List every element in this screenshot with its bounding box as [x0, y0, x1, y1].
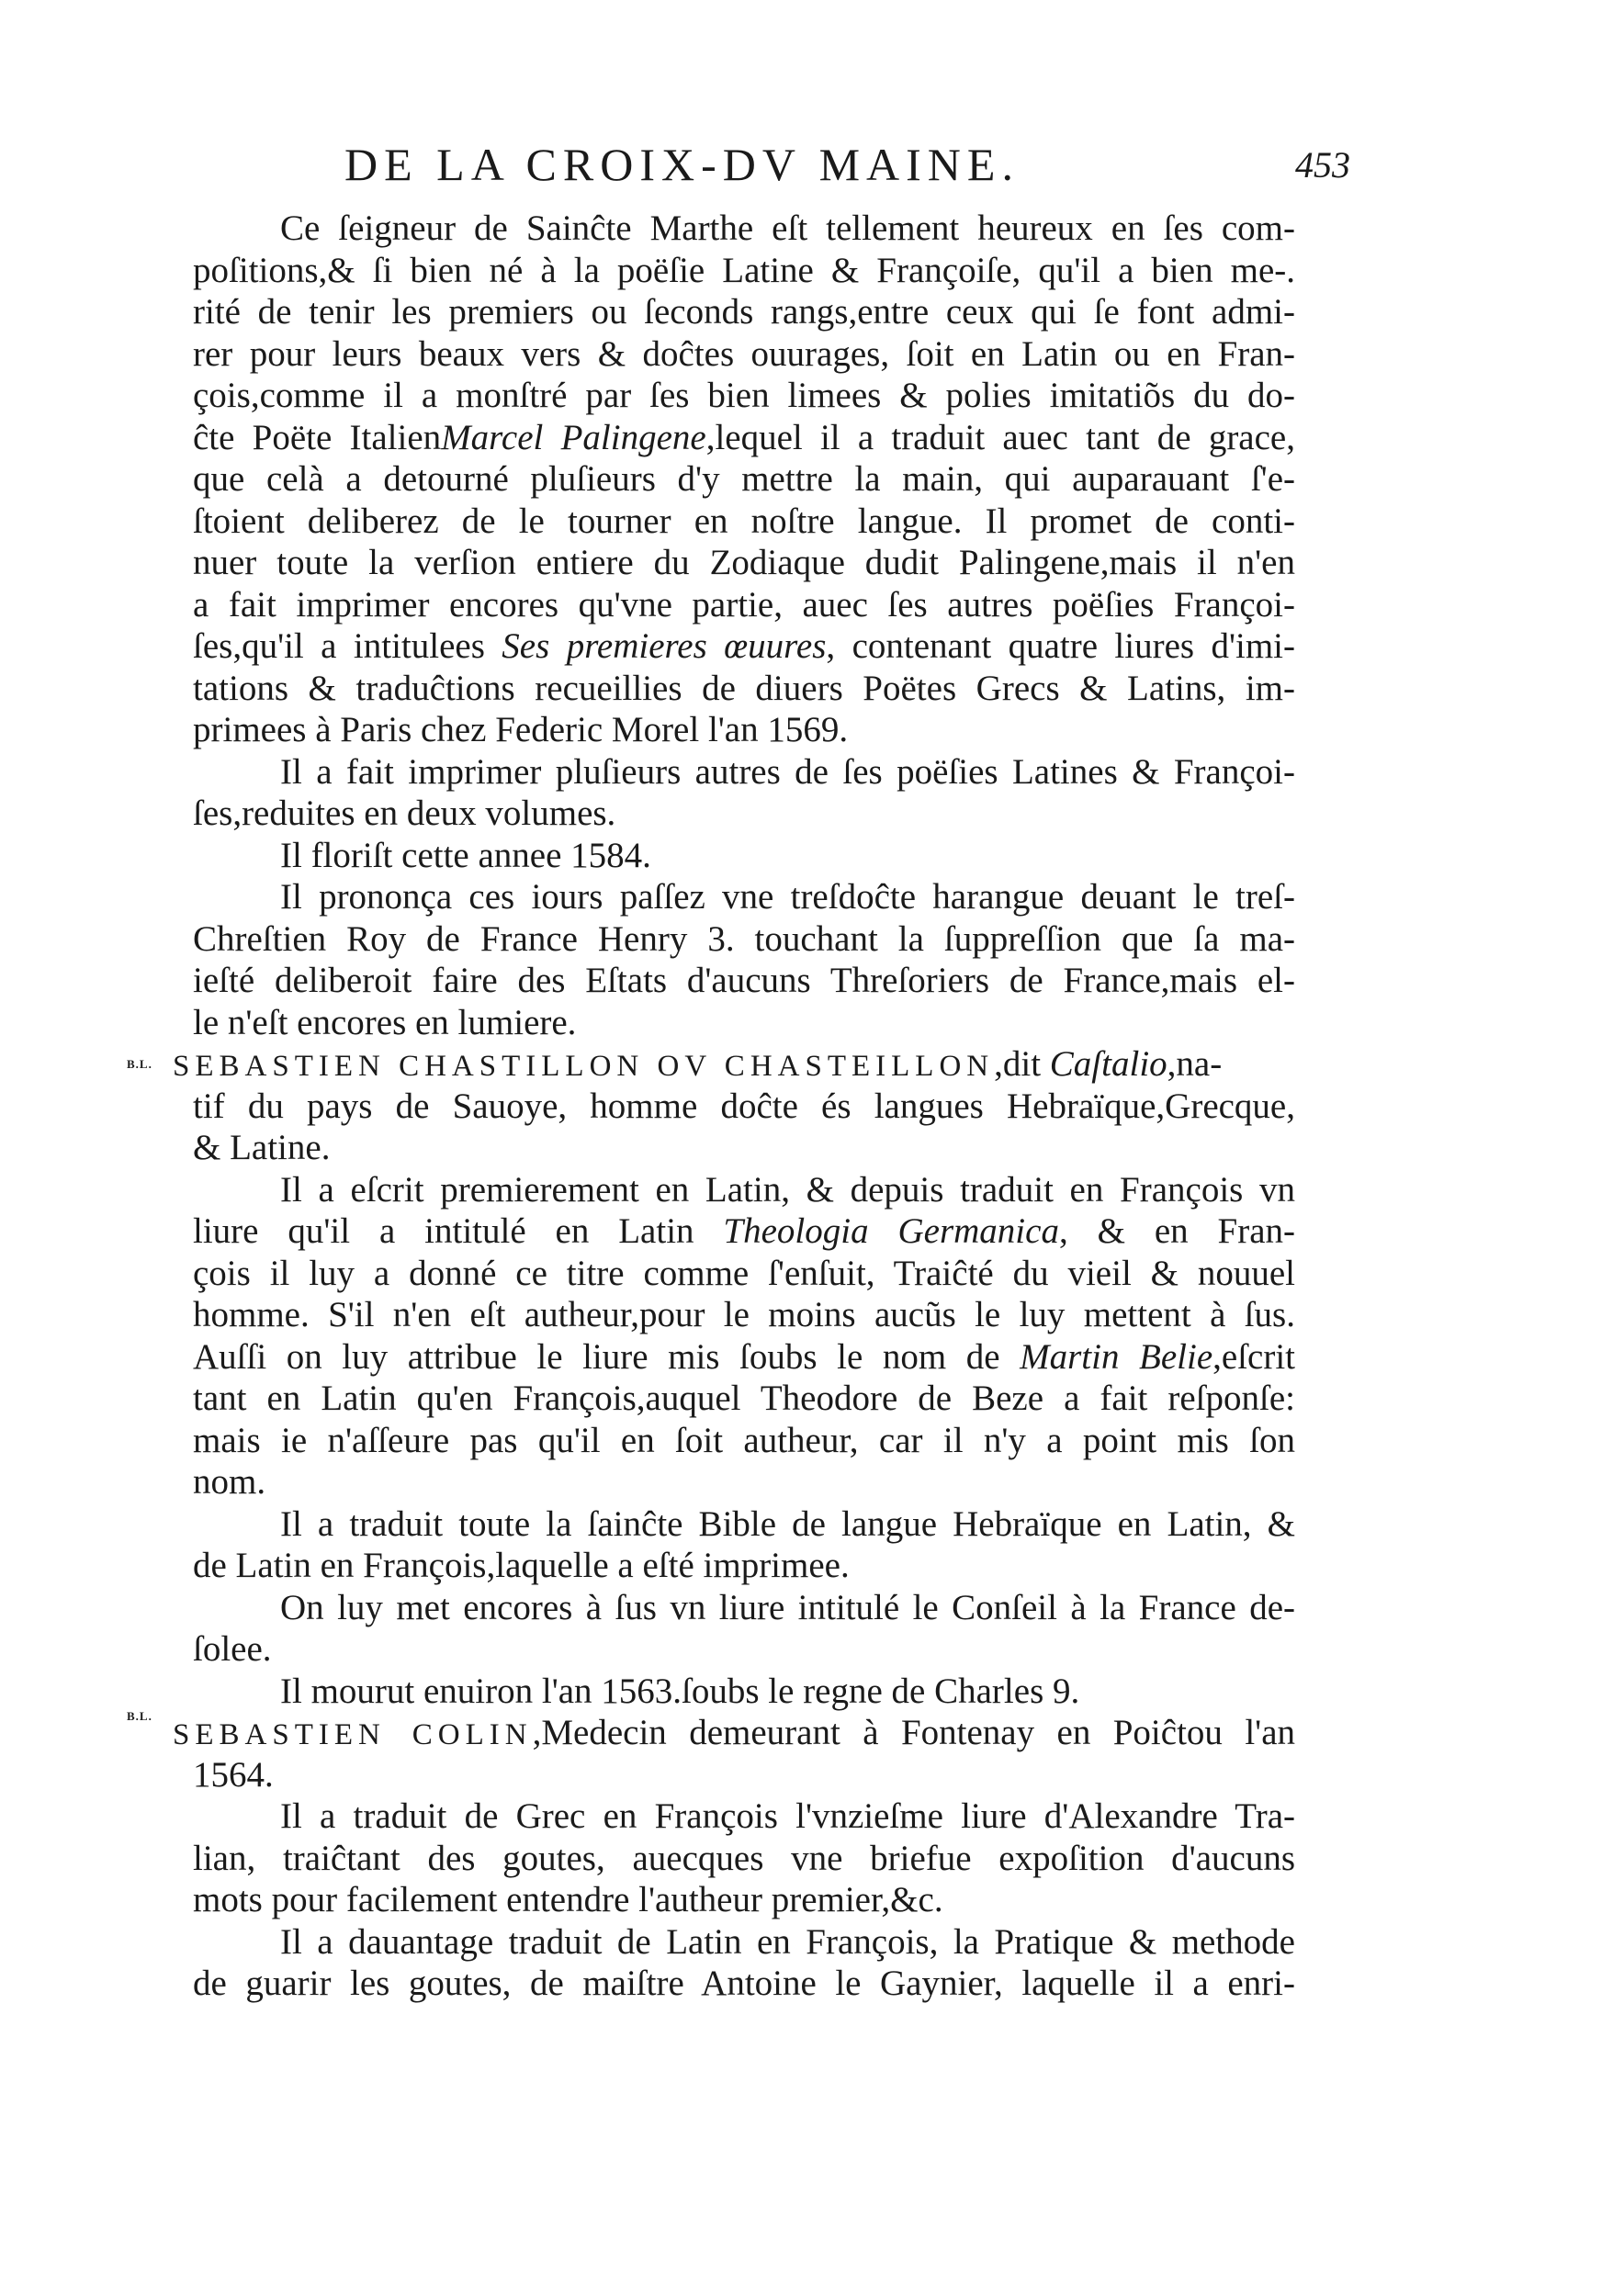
text-line: Il floriſt cette annee 1584.	[280, 835, 651, 875]
text-line: Ce ſeigneur de Sainĉte Marthe eſt tellement heureux en ſes com-	[280, 208, 1295, 248]
page-number: 453	[1295, 144, 1350, 186]
text-line	[193, 625, 1295, 668]
text-line: ſtoient deliberez de le tourner en noſtre langue. Il promet de conti-	[193, 501, 1295, 541]
text-line: Il a eſcrit premierement en Latin, & depuis traduit en François vn	[280, 1169, 1295, 1210]
text-line: Il prononça ces iours paſſez vne treſdoĉte harangue deuant le treſ-	[280, 877, 1295, 917]
text-line: homme. S'il n'en eſt autheur,pour le moins aucũs le luy mettent à ſus.	[193, 1295, 1295, 1334]
text-line: çois,comme il a monſtré par ſes bien limees & polies imitatiõs du do-	[193, 376, 1295, 415]
text-line: poſitions,& ſi bien né à la poëſie Latine & Françoiſe, qu'il a bien me-.	[193, 250, 1295, 290]
entry-heading-colin	[127, 1709, 1296, 1754]
text-span: liure qu'il a intitulé en Latin	[193, 1211, 694, 1251]
text-line: primees à Paris chez Federic Morel l'an 1569.	[193, 710, 849, 749]
text-line: Il a traduit de Grec en François l'vnzieſme liure d'Alexandre Tra-	[280, 1796, 1295, 1836]
marginal-note: B.L.	[127, 1709, 152, 1723]
author-name: SEBASTIEN COLIN	[173, 1718, 533, 1751]
marginal-note: B.L.	[127, 1057, 152, 1071]
text-line	[193, 1336, 1295, 1379]
italic-name: Martin Belie	[1020, 1336, 1213, 1377]
text-span: , contenant quatre liures d'imi-	[826, 626, 1295, 666]
italic-name: Caſtalio	[1049, 1044, 1167, 1084]
running-head: DE LA CROIX-DV MAINE.	[344, 139, 1020, 190]
text-line: lian, traiĉtant des goutes, auecques vne briefue expoſition d'aucuns	[193, 1838, 1295, 1878]
text-line: mais ie n'aſſeure pas qu'il en ſoit autheur, car il n'y a point mis ſon	[193, 1420, 1295, 1460]
text-line: de Latin en François,laquelle a eſté imprimee.	[193, 1546, 850, 1585]
text-line: a fait imprimer encores qu'vne partie, auec ſes autres poëſies Françoi-	[193, 584, 1295, 625]
page-header	[331, 138, 1350, 202]
text-span: Auſſi on luy attribue le liure mis ſoubs le nom de	[193, 1336, 1000, 1377]
text-line: Chreſtien Roy de France Henry 3. touchant la ſuppreſſion que ſa ma-	[193, 918, 1295, 959]
text-line: nuer toute la verſion entiere du Zodiaque dudit Palingene,mais il n'en	[193, 543, 1295, 582]
text-span: ĉte Poëte Italien	[193, 417, 442, 457]
text-line: ſes,reduites en deux volumes.	[193, 793, 616, 833]
text-line: Il a dauantage traduit de Latin en François, la Pratique & methode	[280, 1921, 1295, 1962]
entry-heading-chastillon	[127, 1043, 1295, 1086]
text-line	[193, 1210, 1295, 1253]
text-line: çois il luy a donné ce titre comme ſ'enſuit, Traiĉté du vieil & nouuel	[193, 1253, 1295, 1293]
text-line: nom.	[193, 1462, 266, 1502]
italic-title: Theologia Germanica	[723, 1211, 1059, 1251]
text-span: ,na-	[1167, 1044, 1223, 1084]
text-span: ,dit	[994, 1044, 1042, 1084]
text-line: 1564.	[193, 1754, 274, 1795]
text-line: de guarir les goutes, de maiſtre Antoine le Gaynier, laquelle il a enri-	[193, 1964, 1295, 2003]
body-text	[127, 208, 1296, 2005]
text-line: tant en Latin qu'en François,auquel Theodore de Beze a fait reſponſe:	[193, 1379, 1295, 1418]
text-line: ſolee.	[193, 1629, 272, 1669]
text-line: rer pour leurs beaux vers & doĉtes ouurages, ſoit en Latin ou en Fran-	[193, 333, 1295, 374]
text-line: que celà a detourné pluſieurs d'y mettre la main, qui auparauant ſ'e-	[193, 459, 1295, 499]
text-line: mots pour facilement entendre l'autheur premier,&c.	[193, 1880, 943, 1919]
text-line: tif du pays de Sauoye, homme doĉte és langues Hebraïque,Grecque,	[193, 1086, 1295, 1126]
text-span: , & en Fran-	[1058, 1211, 1295, 1251]
text-line: & Latine.	[193, 1128, 331, 1167]
text-span: ,eſcrit	[1212, 1336, 1296, 1377]
italic-title: Ses premieres œuures	[502, 626, 827, 666]
text-line: tations & traduĉtions recueillies de diuers Poëtes Grecs & Latins, im-	[193, 668, 1295, 708]
italic-title: Marcel Palingene	[441, 417, 706, 457]
text-span: ,lequel il a traduit auec tant de grace,	[705, 417, 1295, 457]
text-line: Il a traduit toute la ſainĉte Bible de langue Hebraïque en Latin, &	[280, 1503, 1295, 1544]
text-span: ,Medecin demeurant à Fontenay en Poiĉtou l'an	[532, 1713, 1296, 1752]
text-line: Il a fait imprimer pluſieurs autres de ſes poëſies Latines & Françoi-	[280, 751, 1295, 792]
text-line: Il mourut enuiron l'an 1563.ſoubs le regne de Charles 9.	[280, 1671, 1080, 1711]
text-line: le n'eſt encores en lumiere.	[193, 1002, 577, 1042]
text-span: ſes,qu'il a intitulees	[193, 626, 485, 666]
text-line: ieſté deliberoit faire des Eſtats d'aucuns Threſoriers de France,mais el-	[193, 961, 1295, 1000]
text-line	[193, 417, 1295, 459]
author-name: SEBASTIEN CHASTILLON OV CHASTEILLON	[173, 1050, 995, 1083]
text-line: rité de tenir les premiers ou ſeconds rangs,entre ceux qui ſe font admi-	[193, 292, 1295, 332]
text-line: On luy met encores à ſus vn liure intitulé le Conſeil à la France de-	[280, 1587, 1295, 1627]
